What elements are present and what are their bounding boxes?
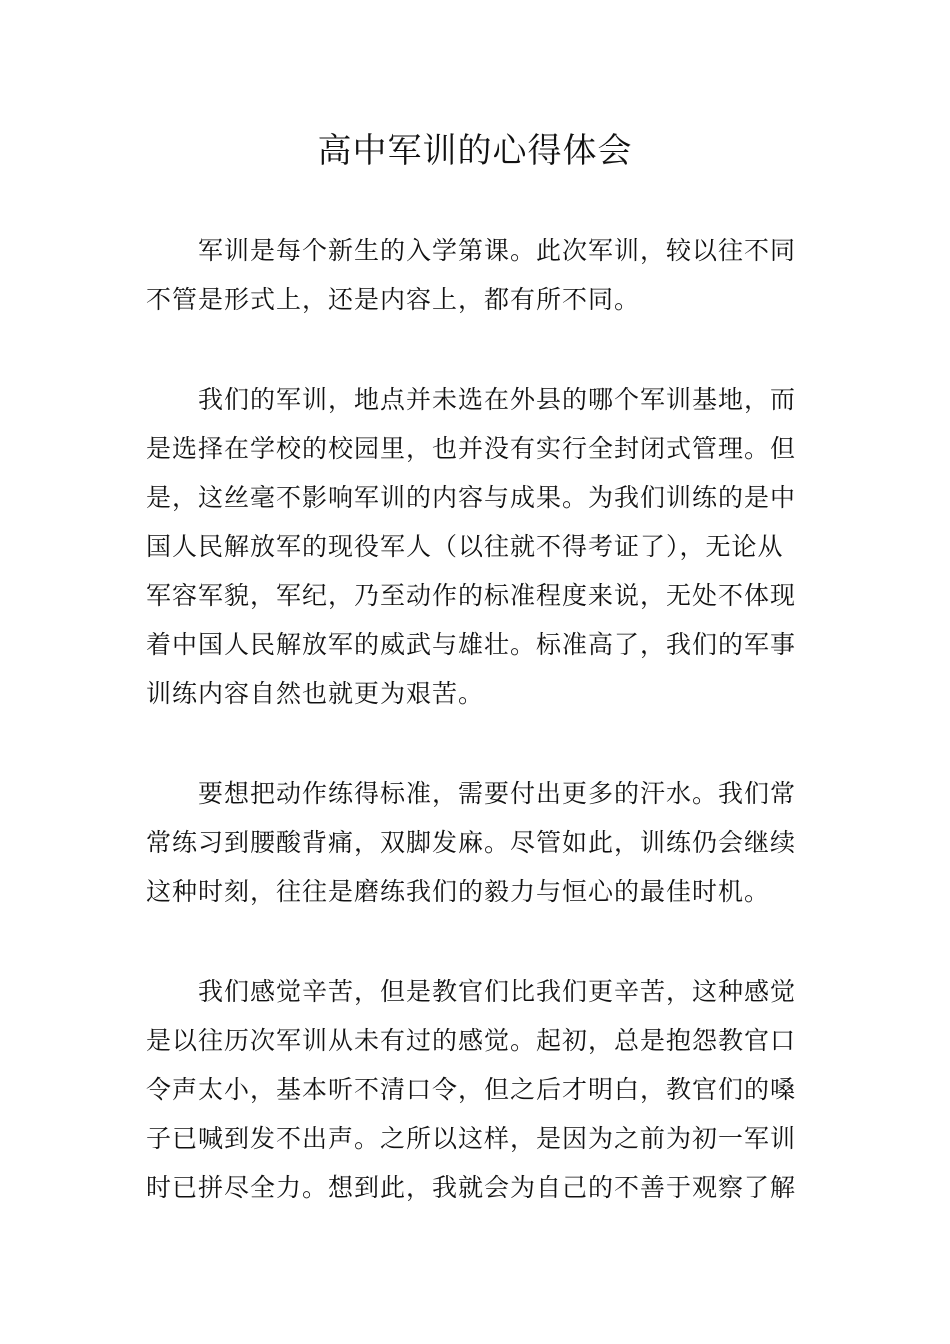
paragraph-line: 我们的军训，地点并未选在外县的哪个军训基地，而 bbox=[198, 385, 797, 414]
paragraph-line: 要想把动作练得标准，需要付出更多的汗水。我们常 bbox=[198, 779, 797, 808]
paragraph-line: 着中国人民解放军的威武与雄壮。标准高了，我们的军事 bbox=[146, 630, 797, 659]
paragraph-line: 训练内容自然也就更为艰苦。 bbox=[146, 679, 485, 708]
paragraph-line: 国人民解放军的现役军人（以往就不得考证了），无论从 bbox=[146, 532, 784, 561]
paragraph-line: 军容军貌，军纪，乃至动作的标准程度来说，无处不体现 bbox=[146, 581, 797, 610]
paragraph-line: 令声太小，基本听不清口令，但之后才明白，教官们的嗓 bbox=[146, 1075, 797, 1104]
paragraph-1 bbox=[146, 226, 810, 324]
paragraph-line: 常练习到腰酸背痛，双脚发麻。尽管如此，训练仍会继续 bbox=[146, 828, 797, 857]
paragraph-line: 是以往历次军训从未有过的感觉。起初，总是抱怨教官口 bbox=[146, 1026, 797, 1055]
paragraph-line: 子已喊到发不出声。之所以这样，是因为之前为初一军训 bbox=[146, 1124, 797, 1153]
paragraph-line: 是选择在学校的校园里，也并没有实行全封闭式管理。但 bbox=[146, 434, 797, 463]
document-body bbox=[146, 226, 810, 1263]
paragraph-line: 军训是每个新生的入学第课。此次军训，较以往不同 bbox=[198, 236, 797, 265]
paragraph-4 bbox=[146, 967, 810, 1212]
paragraph-2 bbox=[146, 375, 810, 718]
paragraph-line: 时已拼尽全力。想到此，我就会为自己的不善于观察了解 bbox=[146, 1173, 797, 1202]
paragraph-line: 是，这丝毫不影响军训的内容与成果。为我们训练的是中 bbox=[146, 483, 797, 512]
paragraph-line: 这种时刻，往往是磨练我们的毅力与恒心的最佳时机。 bbox=[146, 877, 771, 906]
document-title: 高中军训的心得体会 bbox=[317, 131, 633, 171]
paragraph-line: 不管是形式上，还是内容上，都有所不同。 bbox=[146, 285, 641, 314]
paragraph-line: 我们感觉辛苦，但是教官们比我们更辛苦，这种感觉 bbox=[198, 977, 797, 1006]
paragraph-3 bbox=[146, 769, 810, 916]
